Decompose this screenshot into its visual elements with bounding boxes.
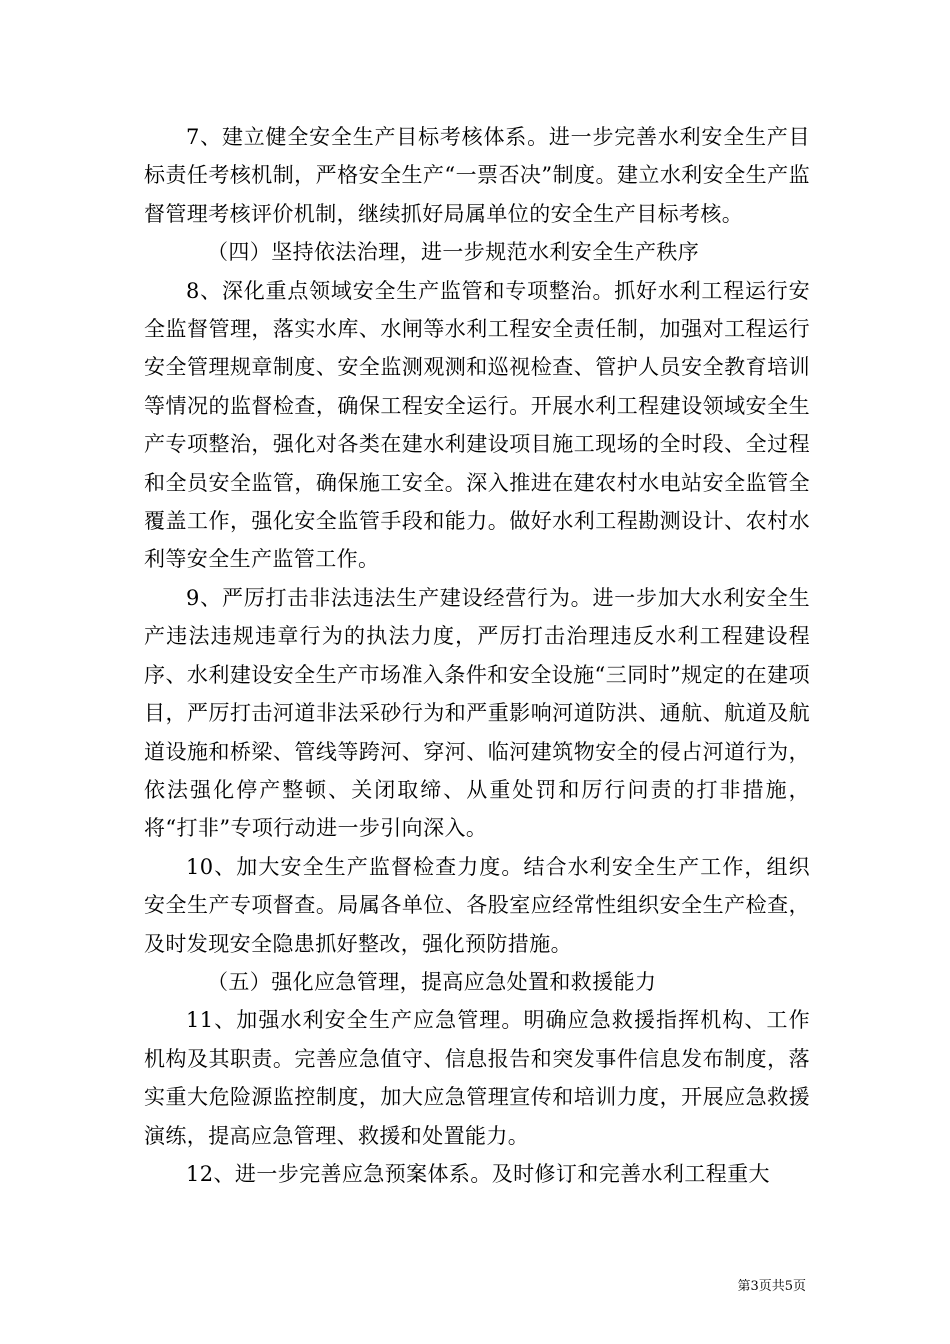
paragraph-8: 8、深化重点领域安全生产监管和专项整治。抓好水利工程运行安全监督管理，落实水库、水闸等水利工程安全责任制，加强对工程运行安全管理规章制度、安全监测观测和巡视检查、管护人员安全教育培训等情况的监督检查，确保工程安全运行。开展水利工程建设领域安全生产专项整治，强化对各类在建水利建设项目施工现场的全时段、全过程和全员安全监管，确保施工安全。深入推进在建农村水电站安全监管全覆盖工作，强化安全监管手段和能力。做好水利工程勘测设计、农村水利等安全生产监管工作。 bbox=[144, 278, 810, 572]
paragraph-10: 10、加大安全生产监督检查力度。结合水利安全生产工作，组织安全生产专项督查。局属各单位、各股室应经常性组织安全生产检查，及时发现安全隐患抓好整改，强化预防措施。 bbox=[144, 854, 810, 956]
section-heading-5: （五）强化应急管理，提高应急处置和救援能力 bbox=[207, 969, 657, 994]
paragraph-12: 12、进一步完善应急预案体系。及时修订和完善水利工程重大 bbox=[186, 1161, 770, 1186]
paragraph-9: 9、严厉打击非法违法生产建设经营行为。进一步加大水利安全生产违法违规违章行为的执法力度，严厉打击治理违反水利工程建设程序、水利建设安全生产市场准入条件和安全设施“三同时”规定的在建项目，严厉打击河道非法采砂行为和严重影响河道防洪、通航、航道及航道设施和桥梁、管线等跨河、穿河、临河建筑物安全的侵占河道行为，依法强化停产整顿、关闭取缔、从重处罚和厉行问责的打非措施，将“打非”专项行动进一步引向深入。 bbox=[144, 585, 810, 841]
page-number: 第3页共5页 bbox=[737, 1279, 806, 1294]
section-heading-4: （四）坚持依法治理，进一步规范水利安全生产秩序 bbox=[207, 240, 700, 265]
document-body bbox=[144, 118, 810, 1193]
paragraph-7: 7、建立健全安全生产目标考核体系。进一步完善水利安全生产目标责任考核机制，严格安全生产“一票否决”制度。建立水利安全生产监督管理考核评价机制，继续抓好局属单位的安全生产目标考核。 bbox=[144, 125, 810, 226]
paragraph-11: 11、加强水利安全生产应急管理。明确应急救援指挥机构、工作机构及其职责。完善应急值守、信息报告和突发事件信息发布制度，落实重大危险源监控制度，加大应急管理宣传和培训力度，开展应急救援演练，提高应急管理、救援和处置能力。 bbox=[144, 1008, 810, 1148]
